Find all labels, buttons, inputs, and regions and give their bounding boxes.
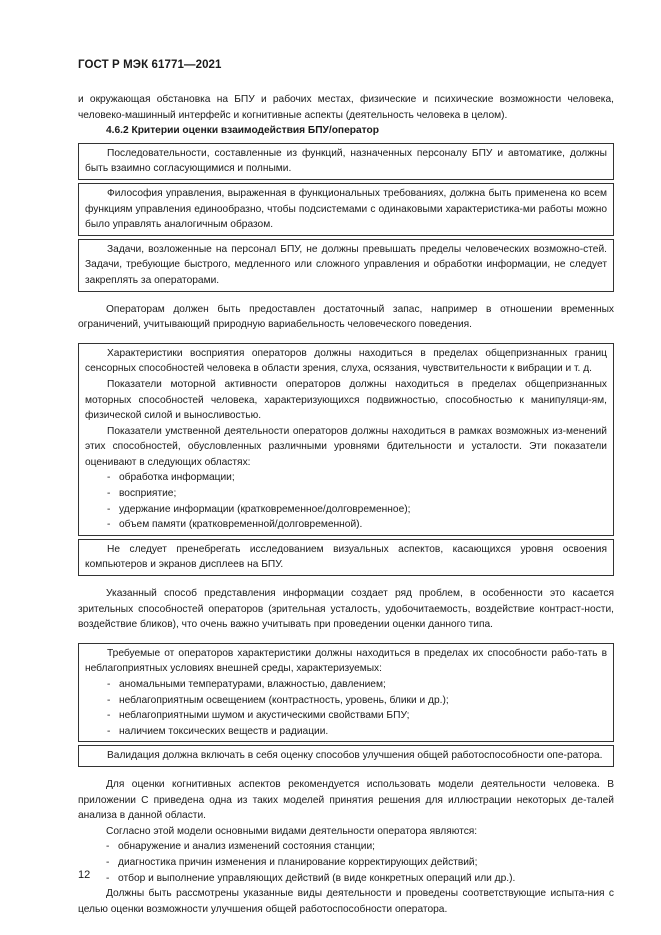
requirement-box-validation <box>78 745 614 767</box>
list-item: - обработка информации; <box>107 472 235 484</box>
reserve-paragraph: Операторам должен быть предоставлен достаточный запас, например в отношении временных ограничений, учитывающий природную вариабельность человеческого поведения. <box>78 303 614 331</box>
box-text: Показатели моторной активности операторов должны находиться в пределах общепризнанных моторных способностей человека, характеризующихся подвижностью, способностью к манипуляци-ям, физической силой и выносливостью. <box>85 378 607 422</box>
page-content <box>78 92 614 917</box>
box-text: Последовательности, составленные из функций, назначенных персоналу БПУ и автоматике, должны быть взаимно согласующимися и полными. <box>85 147 607 175</box>
model-paragraph: Согласно этой модели основными видами деятельности оператора являются: <box>106 825 478 837</box>
page-number: 12 <box>78 869 91 881</box>
box-text: Характеристики восприятия операторов должны находиться в пределах общепризнанных границ сенсорных способностей человека в области зрения, слуха, осязания, чувствительности к вибрации и т. д. <box>85 347 607 375</box>
list-item: - наличием токсических веществ и радиации. <box>107 725 329 737</box>
list-item: - обнаружение и анализ изменений состояния станции; <box>106 841 375 853</box>
box-text: Показатели умственной деятельности операторов должны находиться в рамках возможных из-менений этих способностей, обусловленных различными уровнями бдительности и усталости. Эти показатели оценивают в следующих областях: <box>85 425 607 468</box>
requirement-box-environment <box>78 643 614 743</box>
requirement-box-sequences <box>78 143 614 180</box>
environment-conditions-list <box>85 677 607 739</box>
intro-paragraph: и окружающая обстановка на БПУ и рабочих местах, физические и психические возможности человека, человеко-машинный интерфейс и когнитивные аспекты (деятельность человека в целом). <box>78 94 614 121</box>
cognitive-paragraph: Для оценки когнитивных аспектов рекомендуется использовать модели деятельности человека. В приложении С приведена одна из таких моделей принятия решения для иллюстрации некоторых де-талей анализа в данной области. <box>78 778 614 822</box>
list-item: - неблагоприятными шумом и акустическими свойствами БПУ; <box>107 710 410 722</box>
box-text: Задачи, возложенные на персонал БПУ, не должны превышать пределы человеческих возможно-стей. Задачи, требующие быстрого, медленного или сложного управления и обработки информации, не следует закреплять за операторами. <box>85 243 607 286</box>
list-item: - объем памяти (кратковременной/долговременной). <box>107 519 363 531</box>
list-item: - аномальными температурами, влажностью, давлением; <box>107 679 386 690</box>
final-paragraph: Должны быть рассмотрены указанные виды деятельности и проведены соответствующие испыта-ния с целью оценки возможности улучшения общей работоспособности оператора. <box>78 888 614 915</box>
list-item: - диагностика причин изменения и планирование корректирующих действий; <box>106 856 478 868</box>
mental-areas-list <box>85 470 607 532</box>
box-text: Требуемые от операторов характеристики должны находиться в пределах их способности рабо-тать в неблагоприятных условиях внешней среды, характеризуемых: <box>85 647 607 675</box>
activities-list <box>78 839 614 886</box>
requirement-box-tasks <box>78 239 614 292</box>
section-heading: 4.6.2 Критерии оценки взаимодействия БПУ/оператор <box>106 125 379 137</box>
display-paragraph: Указанный способ представления информации создает ряд проблем, в особенности это касается зрительных способностей операторов (зрительная усталость, удобочитаемость, воздействие контраст-ности, воздействие бликов), что очень важно учитывать при проведении оценки данного типа. <box>78 588 614 631</box>
requirement-box-philosophy <box>78 183 614 236</box>
box-text: Не следует пренебрегать исследованием визуальных аспектов, касающихся уровня освоения компьютеров и экранов дисплеев на БПУ. <box>85 543 607 571</box>
list-item: - восприятие; <box>107 488 177 500</box>
box-text: Философия управления, выраженная в функциональных требованиях, должна быть применена ко всем функциям управления единообразно, чтобы подсистемами с одинаковыми характеристика-ми работы можно было управлять аналогичным образом. <box>85 187 607 231</box>
document-header: ГОСТ Р МЭК 61771—2021 <box>78 59 222 71</box>
list-item: - удержание информации (кратковременное/долговременное); <box>107 503 411 515</box>
list-item: - неблагоприятным освещением (контрастность, уровень, блики и др.); <box>107 694 449 706</box>
requirement-box-capabilities <box>78 343 614 536</box>
list-item: - отбор и выполнение управляющих действий (в виде конкретных операций или др.). <box>106 872 516 884</box>
box-text: Валидация должна включать в себя оценку способов улучшения общей работоспособности опе-ратора. <box>107 750 603 762</box>
requirement-box-visual <box>78 539 614 576</box>
